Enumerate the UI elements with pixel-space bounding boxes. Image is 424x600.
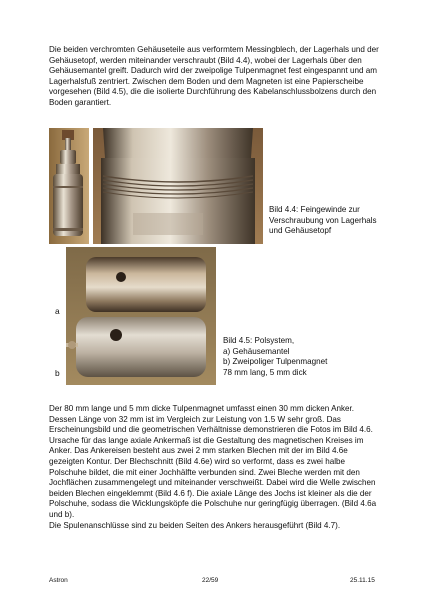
paragraph-intro: Die beiden verchromten Gehäuseteile aus verformtem Messingblech, der Lagerhals und der Gehäusetopf, werden miteinander verschraubt (Bild 4.4), wobei der Lagerhals über den Gehäusemantel greift. Dadurch wird der zweipolige Tulpenmagnet fest eingespannt und am Lagerhalsfuß zentriert. Zwischen dem Boden und dem Magneten ist eine Papierscheibe vorgesehen (Bild 4.5), die die isolierte Durchführung des Kabelanschlussbolzens durch den Boden garantiert.: [49, 45, 379, 107]
paragraph-anker-part2: Ursache für das lange axiale Ankermaß ist die Gestaltung des magnetischen Kreises im Anker. Das Ankereisen besteht aus zwei 2 mm starken Blechen mit der im Bild 4.6e gezeigten Kontur. Der Blechschnitt (Bild 4.6e) wird so verformt, dass es zwei halbe Polschuhe bildet, die mit einer Jochhälfte verbunden sind. Zwei Bleche werden mit den Jochflächen zusammengelegt und miteinander verschweißt. Dabei wird die Welle zwischen beiden Blechen eingeklemmt (Bild 4.6 f). Die axiale Länge des Jochs ist kleiner als die der Polschuhe, sodass die Wicklungsköpfe die Polschuhe nur geringfügig überragen. (Bild 4.6a und b).: [49, 435, 377, 519]
photo-lagerhals: [49, 128, 89, 244]
photo-feingewinde: [93, 128, 263, 244]
figure-4-5-caption-line1: Bild 4.5: Polsystem,: [223, 336, 295, 345]
figure-4-5-caption-line3: b) Zweipoliger Tulpenmagnet: [223, 357, 328, 367]
footer-left: Astron: [49, 577, 68, 584]
figure-4-4-caption: Bild 4.4: Feingewinde zur Verschraubung von Lagerhals und Gehäusetopf: [269, 205, 377, 236]
footer-date: 25.11.15: [350, 577, 375, 584]
paragraph-anker: [49, 404, 379, 531]
figure-4-5-caption: [223, 336, 383, 378]
figure-4-5-label-b: b: [55, 368, 60, 378]
footer-page-number: 22/59: [202, 577, 219, 584]
figure-4-5-caption-line4: 78 mm lang, 5 mm dick: [223, 367, 307, 377]
figure-4-5-label-a: a: [55, 306, 60, 316]
photo-polsystem: [66, 247, 216, 385]
figure-4-5-caption-line2: a) Gehäusemantel: [223, 346, 290, 356]
paragraph-anker-part3: Die Spulenanschlüsse sind zu beiden Seiten des Ankers herausgeführt (Bild 4.7).: [49, 520, 341, 530]
paragraph-anker-part1: Der 80 mm lange und 5 mm dicke Tulpenmagnet umfasst einen 30 mm dicken Anker. Dessen Länge von 32 mm ist im Vergleich zur Leistung von 1.5 W sehr groß. Das Erscheinungsbild und die geometrischen Verhältnisse demonstrieren die Fotos im Bild 4.6.: [49, 404, 373, 435]
